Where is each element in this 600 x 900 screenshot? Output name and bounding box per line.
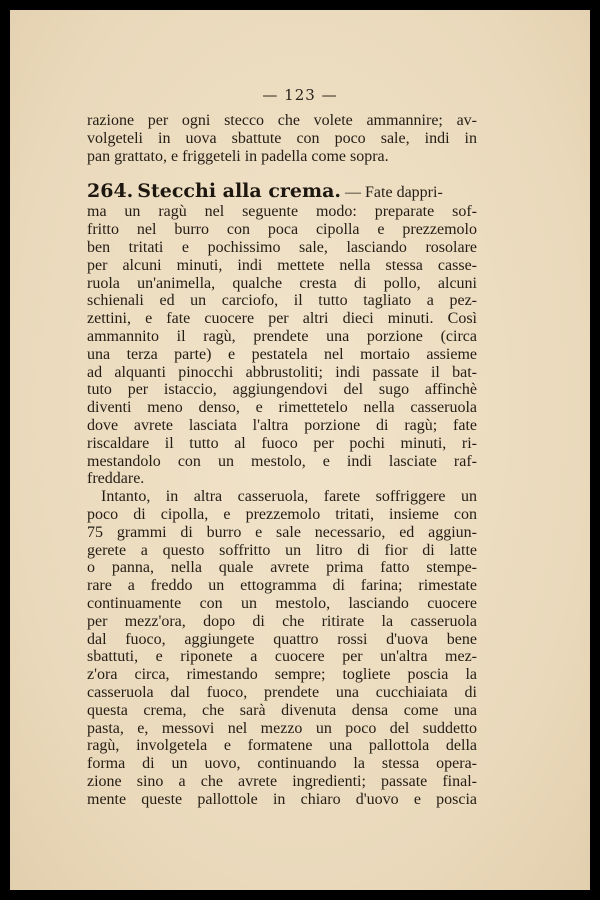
book-page	[10, 10, 590, 890]
text-line: ben tritati e pochissimo sale, lasciando rosolare	[87, 238, 477, 256]
recipe-title: Stecchi alla crema.	[137, 180, 342, 203]
text-line: per mezz'ora, dopo di che ritirate la casseruola	[87, 612, 477, 630]
text-line: tuto per istaccio, aggiungendovi del sugo affinchè	[87, 381, 477, 399]
text-line: zione sino a che avrete ingredienti; passate final-	[87, 772, 477, 790]
recipe-title-tail: — Fate dappri-	[345, 184, 443, 202]
text-line: diventi meno denso, e rimettetelo nella casseruola	[87, 399, 477, 417]
text-line: mente queste pallottole in chiaro d'uovo e poscia	[87, 790, 477, 808]
text-line: rare a freddo un ettogramma di farina; rimestate	[87, 577, 477, 595]
recipe-heading	[87, 179, 477, 203]
intro-paragraph	[87, 112, 477, 165]
text-line: riscaldare il tutto al fuoco per pochi minuti, ri-	[87, 434, 477, 452]
text-line: o panna, nella quale avrete prima fatto stempe-	[87, 559, 477, 577]
text-line: z'ora circa, rimestando sempre; togliete poscia la	[87, 666, 477, 684]
text-line: gerete a questo soffritto un litro di fior di latte	[87, 541, 477, 559]
recipe-number: 264.	[87, 180, 134, 203]
text-line: ad alquanti pinocchi abbrustoliti; indi passate il bat-	[87, 363, 477, 381]
text-line: Intanto, in altra casseruola, farete soffriggere un	[101, 488, 477, 506]
text-line: razione per ogni stecco che volete ammannire; av-	[87, 112, 477, 129]
text-line: poco di cipolla, e prezzemolo tritati, insieme con	[87, 505, 477, 523]
text-line: ammannito il ragù, prendete una porzione (circa	[87, 327, 477, 345]
text-line: fritto nel burro con poca cipolla e prezzemolo	[87, 221, 477, 239]
page-text	[87, 112, 477, 808]
text-line: una terza parte) e pestatela nel mortaio assieme	[87, 345, 477, 363]
text-line: ruola un'animella, qualche cresta di pollo, alcuni	[87, 274, 477, 292]
text-line: dal fuoco, aggiungete quattro rossi d'uova bene	[87, 630, 477, 648]
text-line: continuamente con un mestolo, lasciando cuocere	[87, 594, 477, 612]
recipe-264	[87, 179, 477, 488]
text-line: freddare.	[87, 470, 145, 488]
text-line: ragù, involgetela e formatene una pallottola della	[87, 737, 477, 755]
text-line: forma di un uovo, continuando la stessa opera-	[87, 755, 477, 773]
text-line: 75 grammi di burro e sale necessario, ed aggiun-	[87, 523, 477, 541]
text-line: ma un ragù nel seguente modo: preparate sof-	[87, 203, 477, 221]
text-line: zettini, e fate cuocere per altri dieci minuti. Così	[87, 310, 477, 328]
text-line: pan grattato, e friggeteli in padella come sopra.	[87, 147, 389, 165]
text-line: dove avrete lasciata l'altra porzione di ragù; fate	[87, 416, 477, 434]
second-paragraph	[87, 488, 477, 808]
text-line: volgeteli in uova sbattute con poco sale, indi in	[87, 129, 477, 147]
page-number: — 123 —	[262, 86, 338, 104]
text-line: sbattuti, e riponete a cuocere per un'altra mez-	[87, 648, 477, 666]
text-line: schienali ed un carciofo, il tutto tagliato a pez-	[87, 292, 477, 310]
text-line: per alcuni minuti, indi mettete nella stessa casse-	[87, 256, 477, 274]
text-line: casseruola dal fuoco, prendete una cucchiaiata di	[87, 683, 477, 701]
text-line: questa crema, che sarà divenuta densa come una	[87, 701, 477, 719]
text-line: mestandolo con un mestolo, e indi lasciate raf-	[87, 452, 477, 470]
text-line: pasta, e, messovi nel mezzo un poco del suddetto	[87, 719, 477, 737]
